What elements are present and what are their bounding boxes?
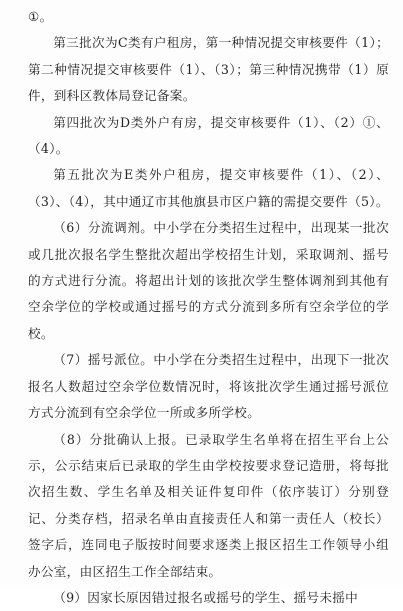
paragraph-batch-four: 第四批次为D类外户有房，提交审核要件（1）、（2）①、（4）。 <box>28 114 389 157</box>
paragraph-item-7: （7）摇号派位。中小学在分类招生过程中，出现下一批次报名人数超过空余学位数情况时，将该批次学生通过摇号派位方式分流到有空余学位一所或多所学校。 <box>28 352 389 421</box>
paragraph-batch-five: 第五批次为E类外户租房，提交审核要件（1）、（2）、（3）、（4），其中通辽市其他旗县市区户籍的需提交要件（5）。 <box>28 167 389 209</box>
paragraph-item-9: （9）因家长原因错过报名或摇号的学生、摇号未摇中 <box>53 589 359 605</box>
paragraph-item-6: （6）分流调剂。中小学在分类招生过程中，出现某一批次或几批次报名学生整批次超出学校招生计划，采取调剂、摇号的方式进行分流。将超出计划的该批次学生整体调剂到其他有空余学位的学校或通过摇号的方式分流到多所有空余学位的学校。 <box>28 220 389 341</box>
paragraph-batch-three: 第三批次为C类有户租房，第一种情况提交审核要件（1）；第二种情况提交审核要件（1）、（3）；第三种情况携带（1）原件，到科区教体局登记备案。 <box>28 35 389 104</box>
paragraph-item-8: （8）分批确认上报。已录取学生名单将在招生平台上公示，公示结束后已录取的学生由学校按要求登记造册，将每批次招生数、学生名单及相关证件复印件（依序装订）分别登记、分类存档，招录名单由直接责任人和第一责任人（校长）签字后，连同电子版按时间要求逐类上报区招生工作领导小组办公室，由区招生工作全部结束。 <box>28 431 389 579</box>
paragraph-fragment: ①。 <box>28 9 53 24</box>
